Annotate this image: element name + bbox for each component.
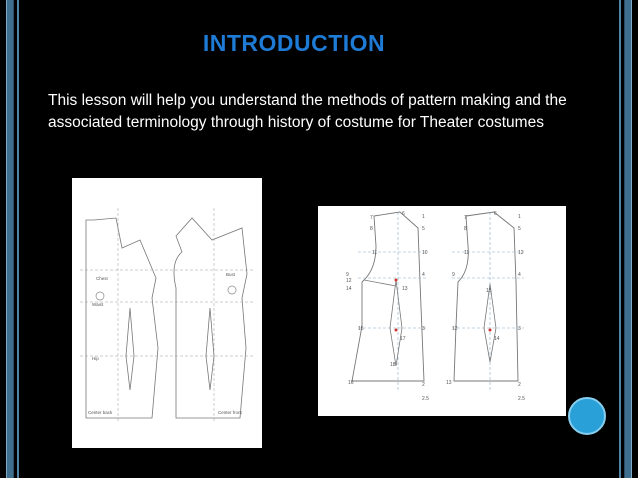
front-pt-8: 8 xyxy=(370,226,373,232)
pattern-drawing-left xyxy=(72,178,262,448)
front-pt-12: 12 xyxy=(346,278,352,284)
next-slide-button[interactable] xyxy=(568,397,606,435)
front-pt-1: 1 xyxy=(422,214,425,220)
pattern-label-center-back: Center back xyxy=(88,410,113,415)
front-pt-3: 3 xyxy=(422,326,425,332)
back-pt-9: 9 xyxy=(452,272,455,278)
back-pt-2: 2 xyxy=(518,382,521,388)
front-pt-17: 17 xyxy=(400,336,406,342)
back-pt-1: 1 xyxy=(518,214,521,220)
back-pt-15: 15 xyxy=(486,288,492,294)
pattern-label-center-front: Center front xyxy=(218,410,242,415)
back-pt-8: 8 xyxy=(464,226,467,232)
back-pt-12: 12 xyxy=(518,250,524,256)
back-pt-11: 11 xyxy=(464,250,470,256)
front-pt-5: 5 xyxy=(422,226,425,232)
front-pt-11: 11 xyxy=(372,250,378,256)
back-pt-5: 5 xyxy=(518,226,521,232)
back-pt-7: 7 xyxy=(464,215,467,221)
front-pt-2: 2 xyxy=(422,382,425,388)
frame-left-stripe xyxy=(17,0,19,478)
front-pt-10: 10 xyxy=(422,250,428,256)
pattern-label-hip: Hip xyxy=(92,356,99,361)
pattern-label-bust: Bust xyxy=(226,272,236,277)
front-pt-6: 6 xyxy=(402,211,405,217)
front-pt-4: 4 xyxy=(422,272,425,278)
pattern-drawing-right xyxy=(318,206,566,416)
front-pt-2-5: 2.5 xyxy=(422,396,429,402)
front-pt-7: 7 xyxy=(370,215,373,221)
back-pt-12b: 12 xyxy=(452,326,458,332)
back-pt-6: 6 xyxy=(494,211,497,217)
pattern-label-chest: Chest xyxy=(96,276,108,281)
frame-right-stripe xyxy=(619,0,621,478)
back-pt-13: 13 xyxy=(446,380,452,386)
back-pt-3: 3 xyxy=(518,326,521,332)
slide-title: INTRODUCTION xyxy=(202,30,386,56)
back-pt-14: 14 xyxy=(494,336,500,342)
front-pt-16: 16 xyxy=(348,380,354,386)
front-pt-14: 14 xyxy=(346,286,352,292)
frame-left-bar xyxy=(6,0,14,478)
front-pt-15: 15 xyxy=(358,326,364,332)
pattern-label-waist: Waist xyxy=(92,302,104,307)
slide-body-text: This lesson will help you understand the methods of pattern making and the associated terminology through history of costume for Theater costumes xyxy=(48,92,567,131)
back-pt-2-5: 2.5 xyxy=(518,396,525,402)
front-pt-13: 13 xyxy=(402,286,408,292)
front-pt-18: 18 xyxy=(390,362,396,368)
pattern-figure-left xyxy=(72,178,262,448)
back-pt-4: 4 xyxy=(518,272,521,278)
frame-right-bar xyxy=(624,0,632,478)
pattern-figure-right xyxy=(318,206,566,416)
front-pt-9: 9 xyxy=(346,272,349,278)
